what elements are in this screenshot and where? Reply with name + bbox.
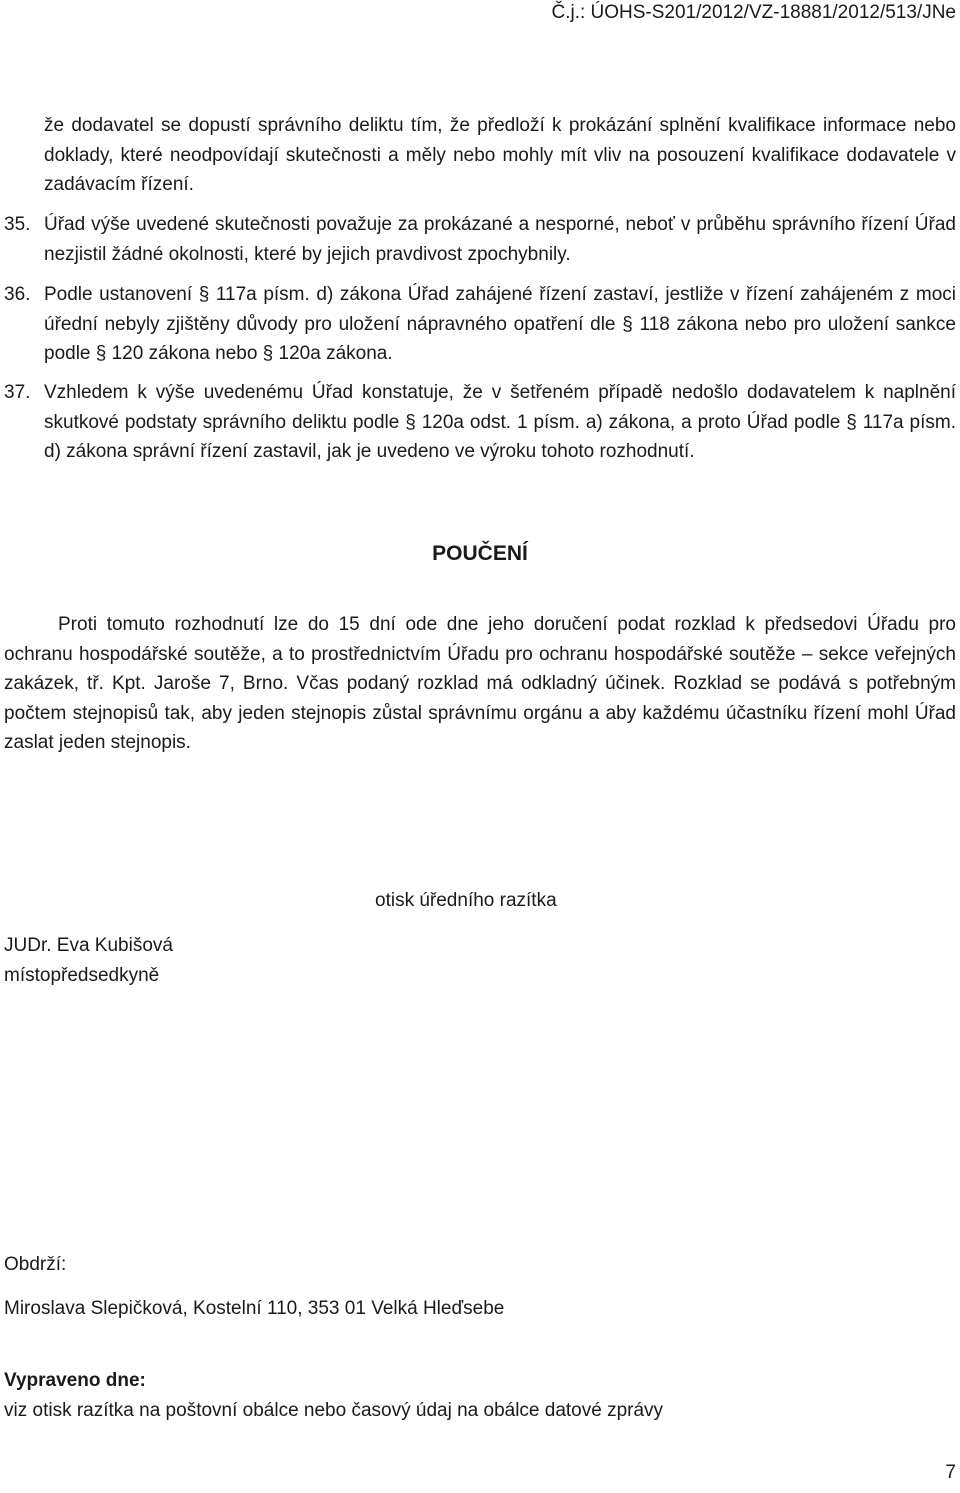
recipients-block [4,1250,504,1324]
paragraph-text: Podle ustanovení § 117a písm. d) zákona Úřad zahájené řízení zastaví, jestliže v řízení zahájeném z moci úřední nebyly zjištěny důvody pro uložení nápravného opatření dle § 118 zákona nebo pro uložení sankce podle § 120 zákona nebo § 120a zákona. [44,284,956,365]
instruction-paragraph: Proti tomuto rozhodnutí lze do 15 dní ode dne jeho doručení podat rozklad k předsedovi Úřadu pro ochranu hospodářské soutěže, a to prostřednictvím Úřadu pro ochranu hospodářské soutěže – sekce veřejných zakázek, tř. Kpt. Jaroše 7, Brno. Včas podaný rozklad má odkladný účinek. Rozklad se podává s potřebným počtem stejnopisů tak, aby jeden stejnopis zůstal správnímu orgánu a aby každému účastníku řízení mohl Úřad zaslat jeden stejnopis. [4,614,956,754]
paragraph-number: 35. [4,214,31,235]
page-number: 7 [945,1462,956,1483]
paragraph-36 [4,280,956,369]
paragraph-text: Úřad výše uvedené skutečnosti považuje za prokázané a nesporné, neboť v průběhu správního řízení Úřad nezjistil žádné okolnosti, které by jejich pravdivost zpochybnily. [44,214,956,265]
dispatched-block [4,1366,663,1426]
paragraph-37 [4,378,956,467]
dispatched-text: viz otisk razítka na poštovní obálce nebo časový údaj na obálce datové zprávy [4,1400,664,1421]
paragraph-number: 37. [4,382,31,403]
dispatched-label: Vypraveno dne: [4,1370,146,1391]
case-reference: Č.j.: ÚOHS-S201/2012/VZ-18881/2012/513/JNe [551,2,956,23]
paragraph-35 [4,210,956,269]
signatory-role: místopředsedkyně [4,965,160,986]
stamp-note: otisk úředního razítka [375,890,557,911]
section-title: POUČENÍ [432,542,528,565]
paragraph-text: Vzhledem k výše uvedenému Úřad konstatuje, že v šetřeném případě nedošlo dodavatelem k naplnění skutkové podstaty správního deliktu podle § 120a odst. 1 písm. a) zákona, a proto Úřad podle § 117a písm. d) zákona správní řízení zastavil, jak je uvedeno ve výroku tohoto rozhodnutí. [44,382,956,463]
recipient-entry: Miroslava Slepičková, Kostelní 110, 353 01 Velká Hleďsebe [4,1298,505,1319]
paragraph-continuation [44,111,956,200]
recipients-label: Obdrží: [4,1254,67,1275]
signature-block [4,931,173,991]
paragraph-number: 36. [4,284,31,305]
paragraph-text: že dodavatel se dopustí správního deliktu tím, že předloží k prokázání splnění kvalifikace informace nebo doklady, které neodpovídají skutečnosti a měly nebo mohly mít vliv na posouzení kvalifikace dodavatele v zadávacím řízení. [44,115,956,196]
signatory-name: JUDr. Eva Kubišová [4,935,173,956]
